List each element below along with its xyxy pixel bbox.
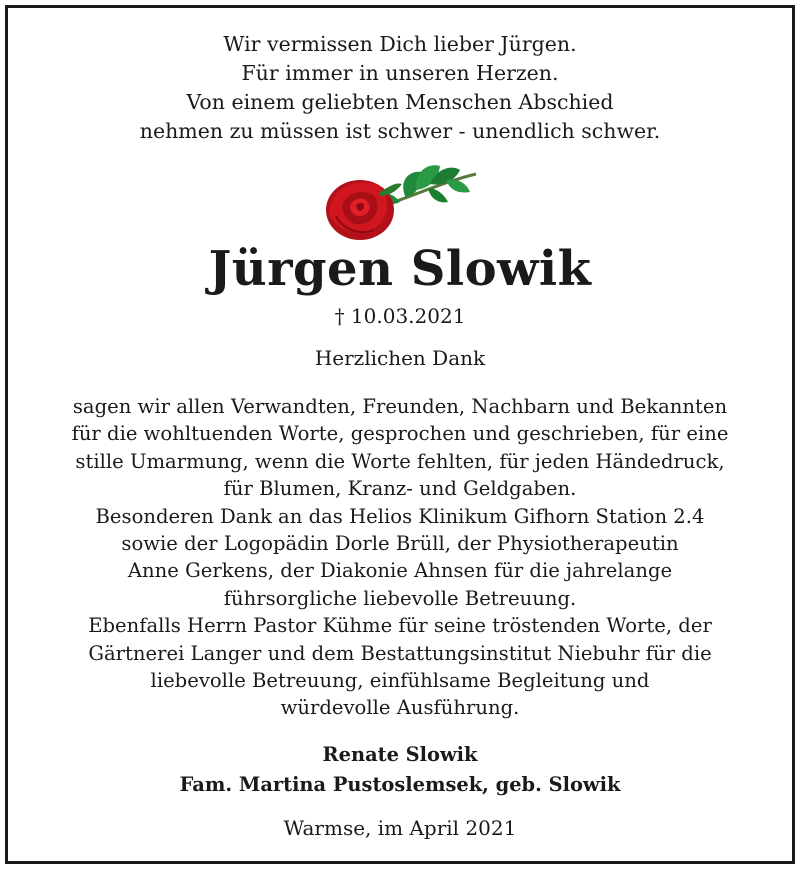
- thanks-line: würdevolle Ausführung.: [280, 696, 520, 720]
- thanks-line: sagen wir allen Verwandten, Freunden, Nachbarn und Bekannten: [72, 395, 728, 418]
- thanks-heading: Herzlichen Dank: [314, 346, 486, 370]
- thanks-line: liebevolle Betreuung, einfühlsame Begleitung und: [150, 669, 650, 693]
- thanks-line: Besonderen Dank an das Helios Klinikum Gifhorn Station 2.4: [95, 504, 705, 528]
- red-rose-icon: [318, 152, 482, 242]
- thanks-line: Anne Gerkens, der Diakonie Ahnsen für die jahrelange: [127, 559, 673, 583]
- thanks-paragraph: [0, 393, 800, 722]
- signatures: [0, 740, 800, 800]
- thanks-line: Ebenfalls Herrn Pastor Kühme für seine tröstenden Worte, der: [88, 614, 712, 638]
- death-date: † 10.03.2021: [334, 304, 466, 328]
- verse-line: Wir vermissen Dich lieber Jürgen.: [223, 32, 577, 56]
- memorial-verse: [0, 30, 800, 146]
- thanks-line: sowie der Logopädin Dorle Brüll, der Physiotherapeutin: [121, 532, 679, 556]
- thanks-line: für Blumen, Kranz- und Geldgaben.: [223, 477, 577, 501]
- deceased-name: Jürgen Slowik: [208, 241, 592, 297]
- signature-name: Fam. Martina Pustoslemsek, geb. Slowik: [179, 773, 621, 796]
- place-and-date: Warmse, im April 2021: [283, 816, 517, 840]
- verse-line: Von einem geliebten Menschen Abschied: [186, 90, 614, 114]
- verse-line: Für immer in unseren Herzen.: [241, 61, 559, 85]
- verse-line: nehmen zu müssen ist schwer - unendlich schwer.: [139, 119, 661, 143]
- thanks-line: für die wohltuenden Worte, gesprochen und geschrieben, für eine: [71, 422, 729, 446]
- thanks-line: Gärtnerei Langer und dem Bestattungsinstitut Niebuhr für die: [88, 641, 712, 665]
- thanks-line: stille Umarmung, wenn die Worte fehlten, für jeden Händedruck,: [75, 449, 725, 473]
- signature-name: Renate Slowik: [322, 743, 478, 766]
- thanks-line: führsorgliche liebevolle Betreuung.: [223, 586, 577, 610]
